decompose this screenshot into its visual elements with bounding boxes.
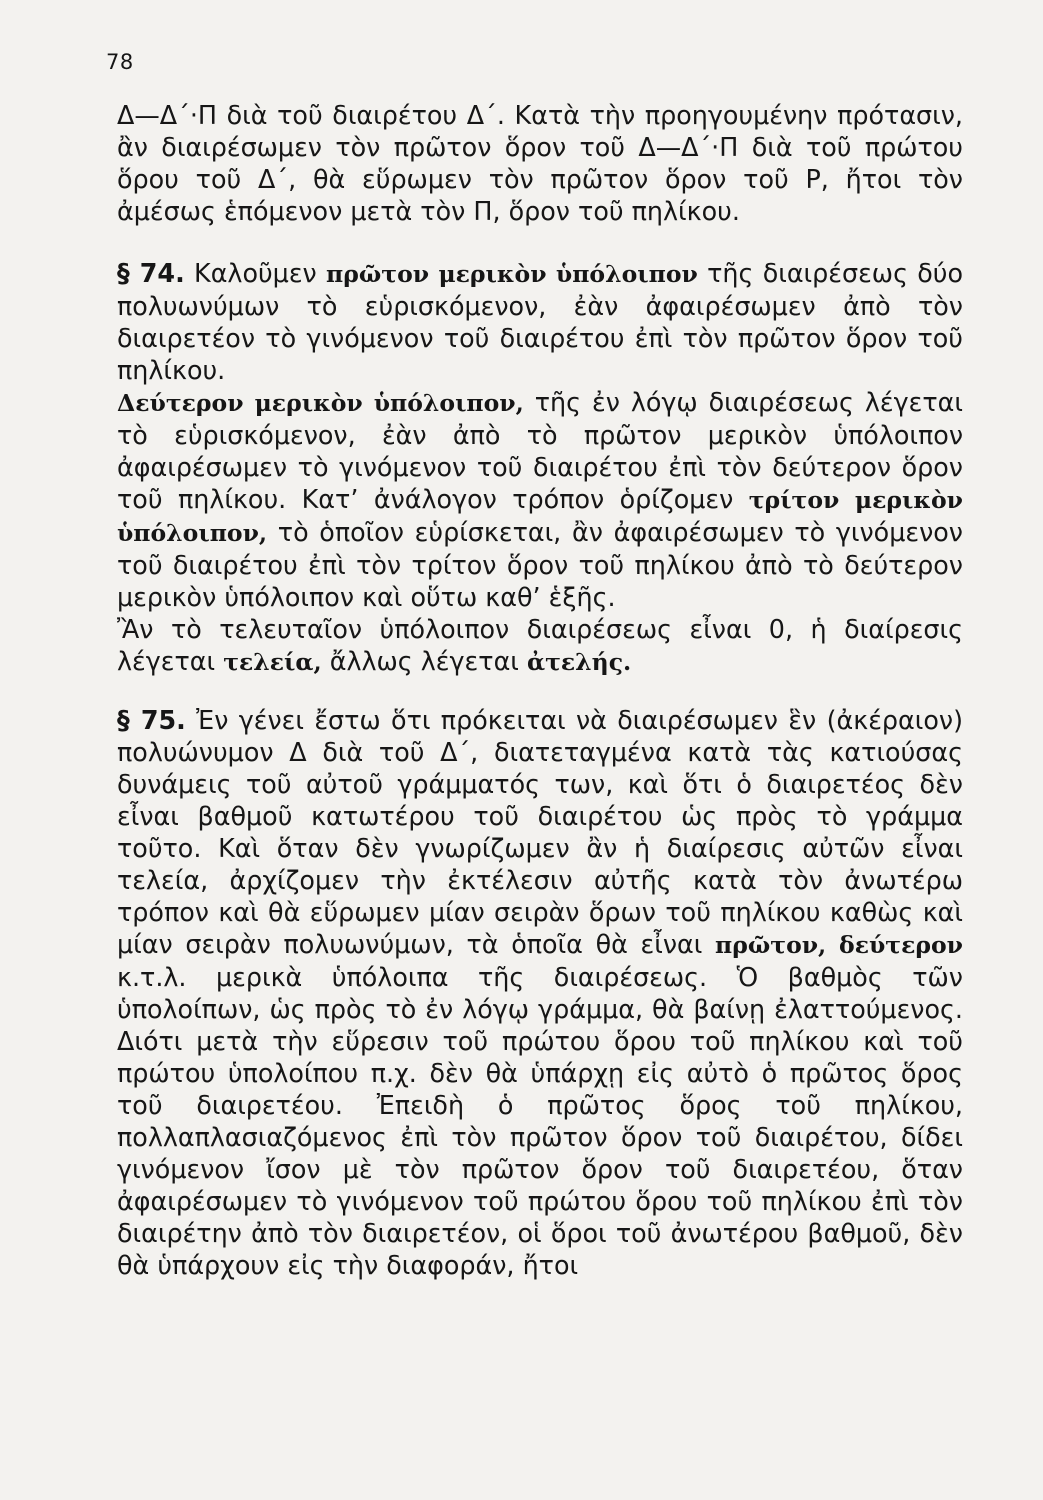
paragraph-section-75 [117,704,963,1281]
text-run: τῆς διαιρέσεως δύο πολυωνύμων τὸ εὑρισκόμενον, ἐὰν ἀφαιρέσωμεν ἀπὸ τὸν διαιρετέον τὸ γινόμενον τοῦ διαιρέτου ἐπὶ τὸν πρῶτον ὅρον τοῦ πηλίκου. [117,258,964,385]
text-run: ἄλλως λέγεται [321,646,527,676]
defined-term: τρίτον μερικὸν ὑπόλοιπον, [117,486,963,547]
defined-term: πρῶτον, δεύτερον [715,931,963,959]
text-run: Δ—Δ΄·Π διὰ τοῦ διαιρέτου Δ΄. Κατὰ τὴν προηγουμένην πρότασιν, ἂν διαιρέσωμεν τὸν πρῶτον ὅρον τοῦ Δ—Δ΄·Π διὰ τοῦ πρώτου ὅρου τοῦ Δ΄, θὰ εὕρωμεν τὸν πρῶτον ὅρον τοῦ Ρ, ἤτοι τὸν ἀμέσως ἑπόμενον μετὰ τὸν Π, ὅρον τοῦ πηλίκου. [117,100,963,226]
paragraph-section-74 [117,257,963,386]
text-run: Ἂν τὸ τελευταῖον ὑπόλοιπον διαιρέσεως εἶναι 0, ἡ διαίρεσις λέγεται [117,614,963,676]
text-run: Καλοῦμεν [184,258,327,288]
body-text [117,99,963,1281]
page-number: 78 [106,50,134,74]
defined-term: τελεία, [223,648,322,676]
text-run: τὸ ὁποῖον εὑρίσκεται, ἂν ἀφαιρέσωμεν τὸ γινόμενον τοῦ διαιρέτου ἐπὶ τὸν τρίτον ὅρον τοῦ πηλίκου ἀπὸ τὸ δεύτερον μερικὸν ὑπόλοιπον καὶ οὕτω καθ’ ἑξῆς. [117,517,963,612]
text-run: τῆς ἐν λόγῳ διαιρέσεως λέγεται τὸ εὑρισκόμενον, ἐὰν ἀπὸ τὸ πρῶτον μερικὸν ὑπόλοιπον ἀφαιρέσωμεν τὸ γινόμενον τοῦ διαιρέτου ἐπὶ τὸν δεύτερον ὅρον τοῦ πηλίκου. Κατ’ ἀνάλογον τρόπον ὁρίζομεν [117,387,963,514]
text-run: κ.τ.λ. μερικὰ ὑπόλοιπα τῆς διαιρέσεως. Ὁ βαθμὸς τῶν ὑπολοίπων, ὡς πρὸς τὸ ἐν λόγῳ γράμμα, θὰ βαίνῃ ἐλαττούμενος. Διότι μετὰ τὴν εὕρεσιν τοῦ πρώτου ὅρου τοῦ πηλίκου καὶ τοῦ πρώτου ὑπολοίπου π.χ. δὲν θὰ ὑπάρχῃ εἰς αὐτὸ ὁ πρῶτος ὅρος τοῦ διαιρετέου. Ἐπειδὴ ὁ πρῶτος ὅρος τοῦ πηλίκου, πολλαπλασιαζόμενος ἐπὶ τὸν πρῶτον ὅρον τοῦ διαιρέτου, δίδει γινόμενον ἴσον μὲ τὸν πρῶτον ὅρον τοῦ διαιρετέου, ὅταν ἀφαιρέσωμεν τὸ γινόμενον τοῦ πρώτου ὅρου τοῦ πηλίκου ἐπὶ τὸν διαιρέτην ἀπὸ τὸν διαιρετέον, οἱ ὅροι τοῦ ἀνωτέρου βαθμοῦ, δὲν θὰ ὑπάρχουν εἰς τὴν διαφοράν, ἤτοι [117,962,963,1280]
paragraph-complete-division [117,613,963,678]
paragraph-continuation [117,99,963,227]
text-run: Ἐν γένει ἔστω ὅτι πρόκειται νὰ διαιρέσωμεν ἓν (ἀκέραιον) πολυώνυμον Δ διὰ τοῦ Δ΄, διατεταγμένα κατὰ τὰς κατιούσας δυνάμεις τοῦ αὐτοῦ γράμματός των, καὶ ὅτι ὁ διαιρετέος δὲν εἶναι βαθμοῦ κατωτέρου τοῦ διαιρέτου ὡς πρὸς τὸ γράμμα τοῦτο. Καὶ ὅταν δὲν γνωρίζωμεν ἂν ἡ διαίρεσις αὐτῶν εἶναι τελεία, ἀρχίζομεν τὴν ἐκτέλεσιν αὐτῆς κατὰ τὸν ἀνωτέρω τρόπον καὶ θὰ εὕρωμεν μίαν σειρὰν ὅρων τοῦ πηλίκου καθὼς καὶ μίαν σειρὰν πολυωνύμων, τὰ ὁποῖα θὰ εἶναι [117,705,963,959]
defined-term: ἀτελής. [526,648,632,676]
paragraph-second-remainder [117,386,963,613]
section-number: § 75. [117,705,186,735]
section-number: § 74. [117,258,185,288]
defined-term: πρῶτον μερικὸν ὑπόλοιπον [326,260,698,288]
defined-term: Δεύτερον μερικὸν ὑπόλοιπον, [117,389,524,417]
